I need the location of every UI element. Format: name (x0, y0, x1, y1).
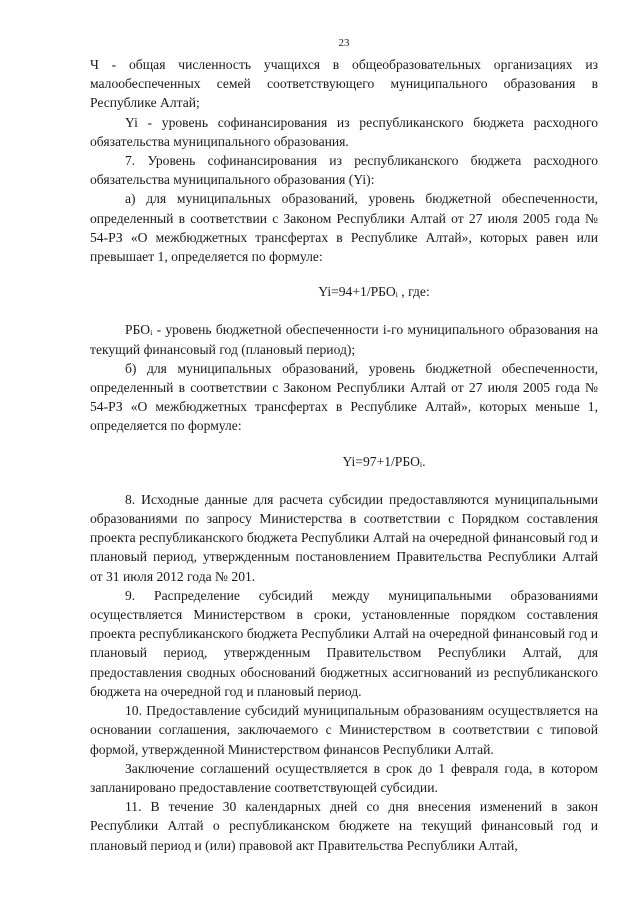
paragraph-item-7b: б) для муниципальных образований, уровень бюджетной обеспеченности, определенный в соответствии с Законом Республики Алтай от 27 июля 2005 года № 54-РЗ «О межбюджетных трансфертах в Республике Алтай», которых меньше 1, определяется по формуле: (90, 360, 598, 434)
page-number: 23 (338, 37, 350, 49)
paragraph-item-9: 9. Распределение субсидий между муниципальными образованиями осуществляется Министерством в сроки, установленные порядком составления проекта республиканского бюджета Республики Алтай на очередной финансовый год и плановый период, утвержденным Правительством Республики Алтай, для предоставления сводных обоснований бюджетных ассигнований из республиканского бюджета на очередной год и плановый период. (90, 587, 598, 699)
formula-1: Yi=94+1/РБОᵢ , где: (318, 284, 430, 300)
paragraph-item-11: 11. В течение 30 календарных дней со дня внесения изменений в закон Республики Алтай о республиканском бюджете на текущий финансовый год и плановый период и (или) правовой акт Правительства Республики Алтай, (90, 799, 598, 853)
paragraph-item-8: 8. Исходные данные для расчета субсидии предоставляются муниципальными образованиями по запросу Министерства в соответствии с Порядком составления проекта республиканского бюджета Республики Алтай на очередной финансовый год и плановый период, утвержденным постановлением Правительства Республики Алтай от 31 июля 2012 года № 201. (90, 491, 598, 584)
paragraph-item-7a: а) для муниципальных образований, уровень бюджетной обеспеченности, определенный в соответствии с Законом Республики Алтай от 27 июля 2005 года № 54-РЗ «О межбюджетных трансфертах в Республике Алтай», которых равен или превышает 1, определяется по формуле: (90, 191, 598, 265)
formula-2: Yi=97+1/РБОᵢ. (342, 453, 426, 469)
paragraph-yi-definition: Yi - уровень софинансирования из республиканского бюджета расходного обязательства муниципального образования. (90, 114, 598, 149)
paragraph-item-7: 7. Уровень софинансирования из республиканского бюджета расходного обязательства муниципального образования (Yi): (90, 153, 598, 188)
paragraph-item-10: 10. Предоставление субсидий муниципальным образованиям осуществляется на основании соглашения, заключаемого с Министерством в соответствии с типовой формой, утвержденной Министерством финансов Республики Алтай. (90, 703, 598, 757)
paragraph-agreement-deadline: Заключение соглашений осуществляется в срок до 1 февраля года, в котором запланировано предоставление соответствующей субсидии. (90, 760, 598, 795)
paragraph-ch-definition: Ч - общая численность учащихся в общеобразовательных организациях из малообеспеченных семей соответствующего муниципального образования в Республике Алтай; (90, 57, 598, 111)
paragraph-rbo-definition: РБОᵢ - уровень бюджетной обеспеченности i-го муниципального образования на текущий финансовый год (плановый период); (90, 322, 598, 357)
